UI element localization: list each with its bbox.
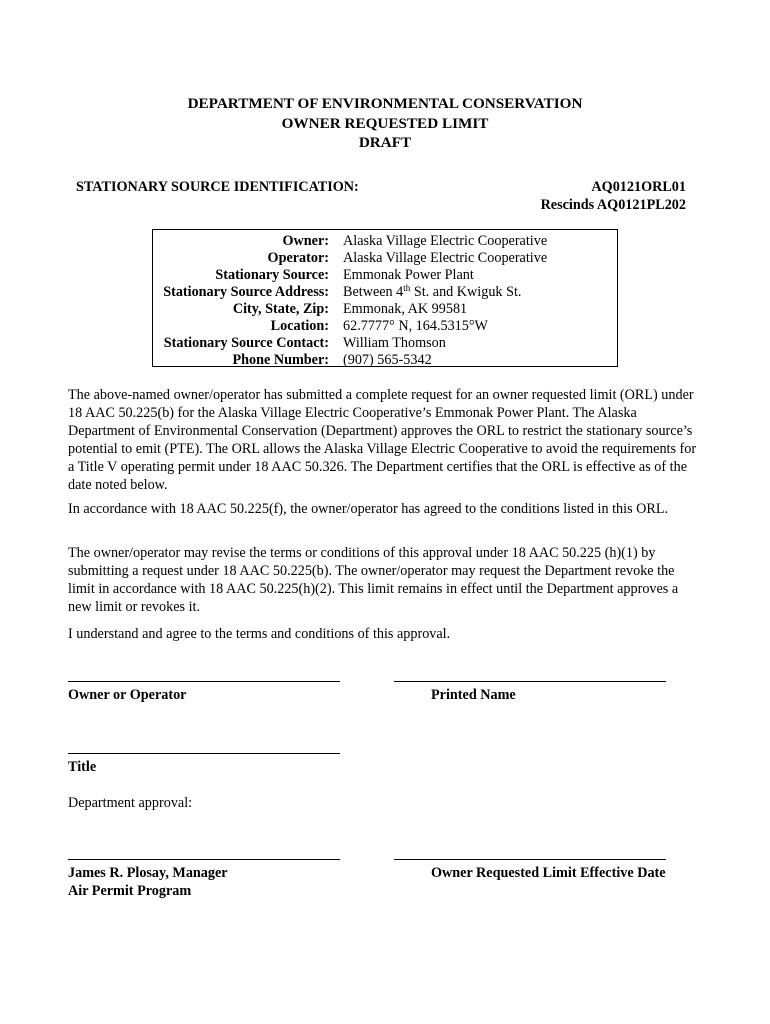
orl-number: AQ0121ORL01 — [591, 179, 686, 195]
department-heading: DEPARTMENT OF ENVIRONMENTAL CONSERVATION — [187, 95, 583, 112]
source-row-phone — [153, 351, 617, 368]
manager-program-label: Air Permit Program — [68, 883, 192, 899]
city-value: Emmonak, AK 99581 — [343, 301, 468, 317]
address-value-pre: Between 4 — [343, 284, 404, 300]
operator-value: Alaska Village Electric Cooperative — [343, 250, 548, 266]
address-key: Stationary Source Address: — [163, 284, 329, 300]
stationary-source-value: Emmonak Power Plant — [343, 267, 474, 283]
location-value: 62.7777° N, 164.5315°W — [343, 318, 488, 334]
city-key: City, State, Zip: — [232, 301, 329, 317]
title-signature-line[interactable] — [68, 753, 340, 754]
effective-date-label: Owner Requested Limit Effective Date — [431, 865, 666, 881]
rescinds-number: Rescinds AQ0121PL202 — [540, 197, 686, 213]
document-title — [0, 94, 770, 153]
effective-date-line[interactable] — [394, 859, 666, 860]
address-value — [343, 283, 521, 301]
source-row-operator — [153, 249, 617, 266]
owner-operator-label: Owner or Operator — [68, 687, 187, 703]
limit-heading: OWNER REQUESTED LIMIT — [281, 114, 489, 132]
source-row-contact — [153, 334, 617, 351]
phone-key: Phone Number: — [232, 352, 329, 368]
contact-value: William Thomson — [343, 335, 446, 351]
address-value-sup: th — [403, 283, 411, 293]
department-approval-label: Department approval: — [68, 795, 193, 811]
title-label: Title — [68, 759, 97, 775]
operator-key: Operator: — [267, 250, 329, 266]
owner-signature-line[interactable] — [68, 681, 340, 682]
approval-paragraph: The above-named owner/operator has submitted a complete request for an owner requested limit (ORL) under 18 AAC 50.225(b) for the Alaska Village Electric Cooperative’s Emmonak Power Plant. The Alaska Department of Environmental Conservation (Department) approves the ORL to restrict the stationary source’s potential to emit (PTE). The ORL allows the Alaska Village Electric Cooperative to avoid the requirements for a Title V operating permit under 18 AAC 50.326. The Department certifies that the ORL is effective as of the date noted below. — [68, 387, 697, 493]
printed-name-line[interactable] — [394, 681, 666, 682]
contact-key: Stationary Source Contact: — [163, 335, 329, 351]
source-info-box — [152, 229, 618, 367]
identification-numbers — [541, 178, 686, 214]
source-row-stationary-source — [153, 266, 617, 283]
identification-label: STATIONARY SOURCE IDENTIFICATION: — [76, 179, 359, 195]
identification-row — [76, 178, 686, 218]
manager-signature-line[interactable] — [68, 859, 340, 860]
address-value-post: St. and Kwiguk St. — [410, 284, 522, 300]
manager-name-label: James R. Plosay, Manager — [68, 865, 228, 881]
owner-value: Alaska Village Electric Cooperative — [343, 233, 548, 249]
phone-value: (907) 565-5342 — [343, 352, 432, 368]
draft-heading: DRAFT — [358, 134, 412, 151]
source-row-owner — [153, 232, 617, 249]
source-row-address — [153, 283, 617, 300]
agreement-paragraph: I understand and agree to the terms and conditions of this approval. — [68, 626, 451, 642]
conditions-paragraph: In accordance with 18 AAC 50.225(f), the owner/operator has agreed to the conditions listed in this ORL. — [68, 501, 669, 517]
revision-paragraph: The owner/operator may revise the terms or conditions of this approval under 18 AAC 50.225 (h)(1) by submitting a request under 18 AAC 50.225(b). The owner/operator may request the Department revoke the limit in accordance with 18 AAC 50.225(h)(2). This limit remains in effect until the Department approves a new limit or revokes it. — [68, 545, 679, 615]
location-key: Location: — [270, 318, 329, 334]
stationary-source-key: Stationary Source: — [215, 267, 329, 283]
source-row-location — [153, 317, 617, 334]
printed-name-label: Printed Name — [431, 687, 516, 703]
owner-key: Owner: — [282, 233, 329, 249]
source-row-city — [153, 300, 617, 317]
